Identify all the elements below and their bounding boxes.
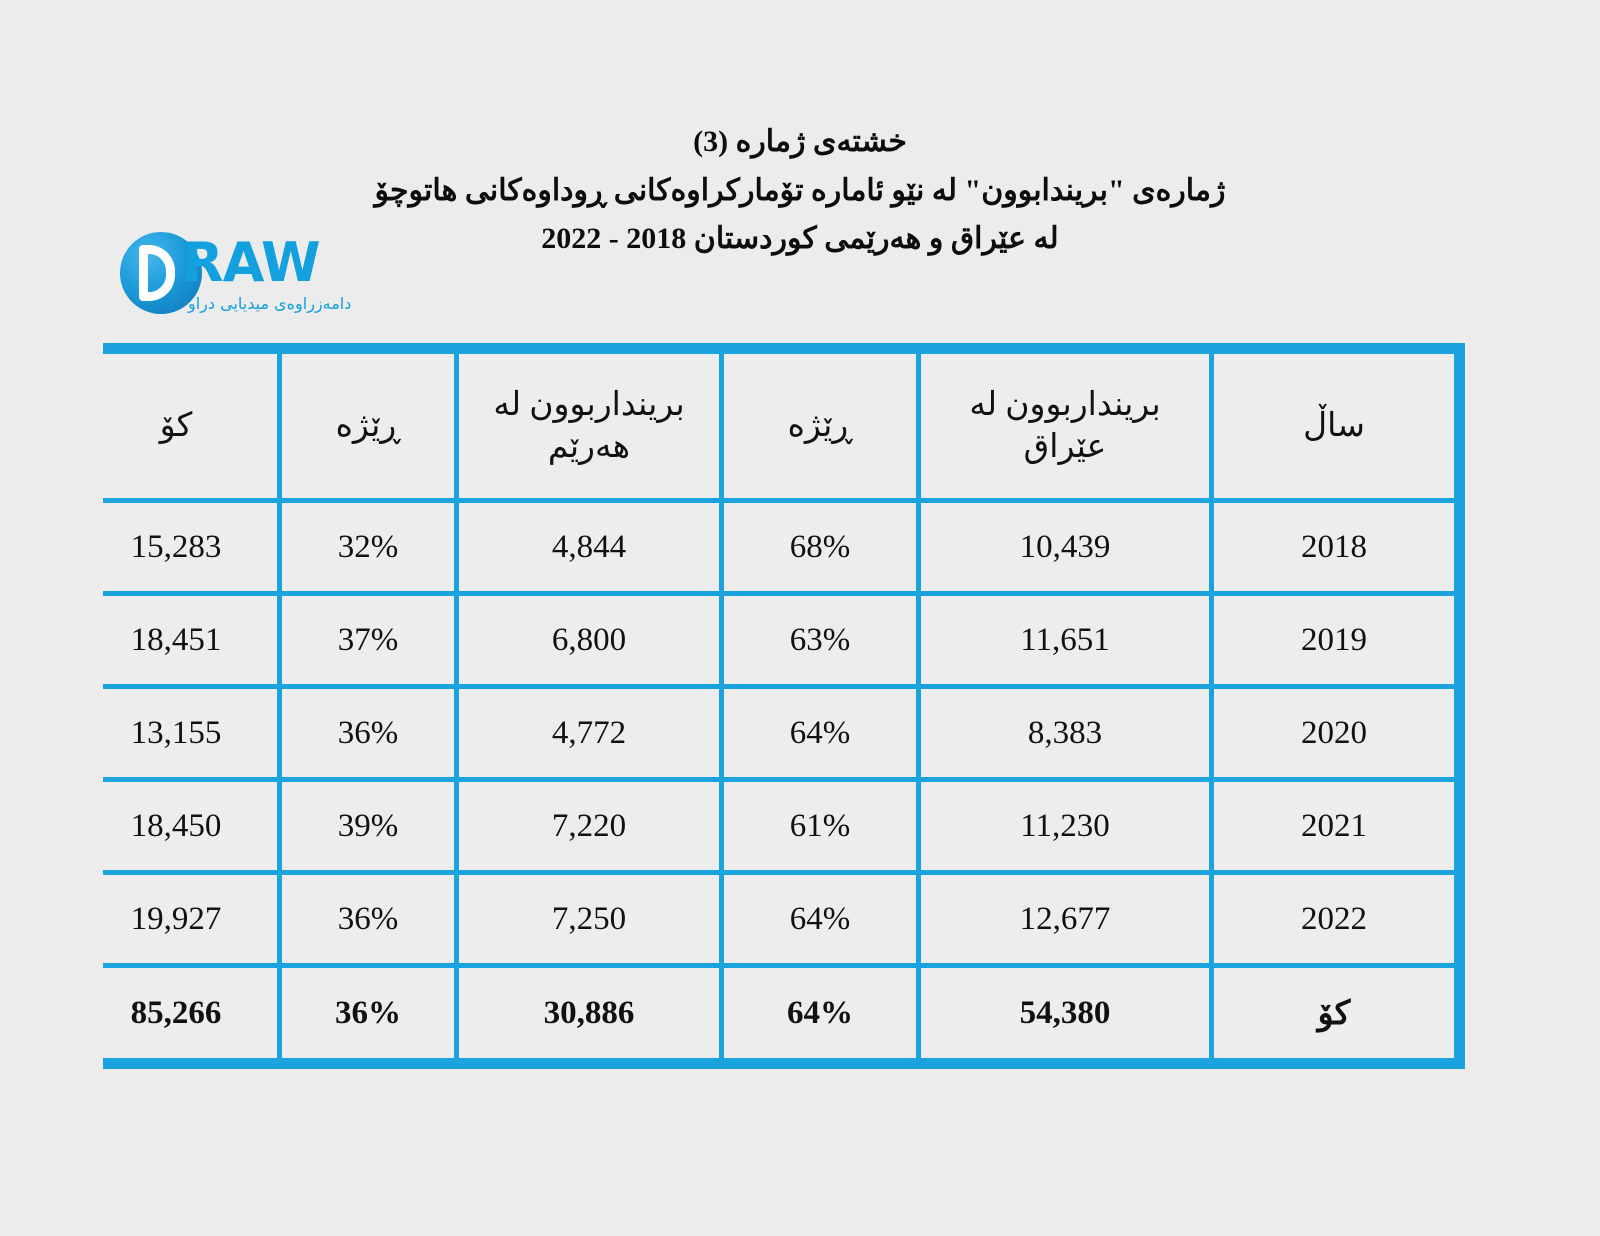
- cell-region: 7,220: [459, 782, 719, 870]
- cell-region-pct: 39%: [282, 782, 454, 870]
- cell-total: 15,283: [75, 503, 277, 591]
- cell-total: 18,450: [75, 782, 277, 870]
- cell-region-pct: 37%: [282, 596, 454, 684]
- cell-region: 6,800: [459, 596, 719, 684]
- cell-iraq: 8,383: [921, 689, 1209, 777]
- cell-iraq: 12,677: [921, 875, 1209, 963]
- column-header-iraq: بریندارﺑﻮون لە عێراق: [921, 354, 1209, 498]
- statistics-table: [70, 349, 1459, 1063]
- cell-total-sum: 85,266: [75, 968, 277, 1058]
- cell-total: 13,155: [75, 689, 277, 777]
- cell-iraq-pct: 61%: [724, 782, 916, 870]
- table-header-row: [75, 354, 1454, 498]
- table-row: [75, 782, 1454, 870]
- cell-region-pct: 36%: [282, 689, 454, 777]
- cell-iraq-pct: 63%: [724, 596, 916, 684]
- title-line-1: خشتەی ژمارە (3): [693, 125, 907, 158]
- cell-region-pct: 36%: [282, 875, 454, 963]
- draw-logo: [120, 228, 378, 320]
- cell-region-pct: 32%: [282, 503, 454, 591]
- cell-total-region: 30,886: [459, 968, 719, 1058]
- cell-year: 2021: [1214, 782, 1454, 870]
- column-header-total: کۆ: [75, 354, 277, 498]
- cell-region: 7,250: [459, 875, 719, 963]
- cell-iraq-pct: 64%: [724, 689, 916, 777]
- table-header: [75, 354, 1454, 498]
- column-header-year: ساڵ: [1214, 354, 1454, 498]
- cell-total-label: کۆ: [1214, 968, 1454, 1058]
- cell-iraq: 10,439: [921, 503, 1209, 591]
- cell-year: 2020: [1214, 689, 1454, 777]
- title-line-3: لە عێراق و هەرێمی کوردستان 2018 - 2022: [541, 222, 1059, 256]
- table-total-row: [75, 968, 1454, 1058]
- cell-total-iraq-pct: 64%: [724, 968, 916, 1058]
- cell-total-region-pct: 36%: [282, 968, 454, 1058]
- column-header-region: بریندارﺑﻮون لە هەرێم: [459, 354, 719, 498]
- cell-region: 4,844: [459, 503, 719, 591]
- table-row: [75, 875, 1454, 963]
- statistics-table-container: [103, 343, 1465, 1069]
- cell-total-iraq: 54,380: [921, 968, 1209, 1058]
- logo-wordmark: RAW: [182, 231, 320, 294]
- cell-iraq-pct: 64%: [724, 875, 916, 963]
- cell-total: 18,451: [75, 596, 277, 684]
- table-row: [75, 503, 1454, 591]
- cell-year: 2018: [1214, 503, 1454, 591]
- title-line-2: ژمارەی "بریندابوون" لە نێو ئامارە تۆمارکراوەکانی ڕوداوەکانی هاتوچۆ: [374, 173, 1226, 207]
- cell-iraq-pct: 68%: [724, 503, 916, 591]
- logo-subtitle: دامەزراوەی میدیایی دراو: [188, 294, 352, 313]
- cell-iraq: 11,230: [921, 782, 1209, 870]
- cell-total: 19,927: [75, 875, 277, 963]
- column-header-region-pct: ڕێژە: [282, 354, 454, 498]
- cell-region: 4,772: [459, 689, 719, 777]
- cell-year: 2019: [1214, 596, 1454, 684]
- table-row: [75, 689, 1454, 777]
- cell-iraq: 11,651: [921, 596, 1209, 684]
- table-body: [75, 503, 1454, 1058]
- table-row: [75, 596, 1454, 684]
- column-header-iraq-pct: ڕێژە: [724, 354, 916, 498]
- cell-year: 2022: [1214, 875, 1454, 963]
